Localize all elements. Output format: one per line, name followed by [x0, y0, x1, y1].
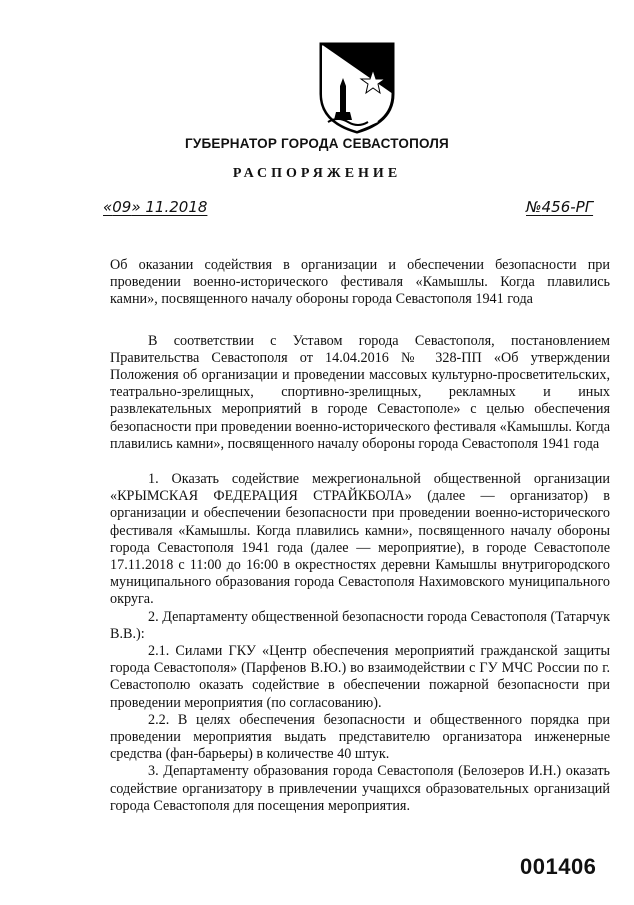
preamble-paragraph: В соответствии с Уставом города Севастополя, постановлением Правительства Севастополя от 14.04.2016 № 328-ПП «Об утверждении Положения об организации и проведении массовых культурно-просветительских, театрально-зрелищных, спортивно-зрелищных, рекламных и иных развлекательных мероприятий в городе Севастополе» с целью обеспечения безопасности при проведении военно-исторического фестиваля «Камышлы. Когда плавились камни», посвященного началу обороны города Севастополя 1941 года	[110, 332, 610, 452]
date-day: 09	[112, 198, 132, 216]
document-body	[110, 257, 610, 815]
document-type: РАСПОРЯЖЕНИЕ	[232, 166, 402, 181]
point-2: 2. Департаменту общественной безопасности города Севастополя (Татарчук В.В.):	[110, 608, 610, 642]
document-number	[526, 198, 593, 217]
date-prefix: «	[103, 198, 113, 216]
coat-of-arms-emblem	[318, 42, 396, 134]
number-prefix: №	[526, 198, 542, 216]
document-subject: Об оказании содействия в организации и обеспечении безопасности при проведении военно-исторического фестиваля «Камышлы. Когда плавились камни», посвященного началу обороны города Севастополя 1941 года	[110, 257, 610, 308]
date-rest: » 11.2018	[131, 198, 208, 216]
point-2-1: 2.1. Силами ГКУ «Центр обеспечения мероприятий гражданской защиты города Севастополя» (Парфенов В.Ю.) во взаимодействии с ГУ МЧС России по г. Севастополю оказать содействие в обеспечении пожарной безопасности при проведении мероприятия (по согласованию).	[110, 643, 610, 711]
governor-title: ГУБЕРНАТОР ГОРОДА СЕВАСТОПОЛЯ	[185, 136, 449, 151]
document-date	[103, 198, 207, 217]
number-value: 456-РГ	[541, 198, 594, 216]
point-3: 3. Департаменту образования города Севастополя (Белозеров И.Н.) оказать содействие организатору в привлечении учащихся образовательных организаций города Севастополя для посещения мероприятия.	[110, 763, 610, 814]
point-1: 1. Оказать содействие межрегиональной общественной организации «КРЫМСКАЯ ФЕДЕРАЦИЯ СТРАЙКБОЛА» (далее — организатор) в организации и обеспечении безопасности при проведении военно-исторического фестиваля «Камышлы. Когда плавились камни», посвященного началу обороны города Севастополя 1941 года (далее — мероприятие), в городе Севастополе 17.11.2018 с 11:00 до 16:00 в окрестностях деревни Камышлы внутригородского муниципального образования города Севастополя Нахимовского муниципального округа.	[110, 471, 610, 608]
point-2-2: 2.2. В целях обеспечения безопасности и общественного порядка при проведении мероприятия выдать представителю организатора инженерные средства (фан-барьеры) в количестве 40 штук.	[110, 711, 610, 763]
document-serial-code: 001406	[520, 854, 597, 879]
coat-of-arms-icon	[318, 42, 396, 134]
